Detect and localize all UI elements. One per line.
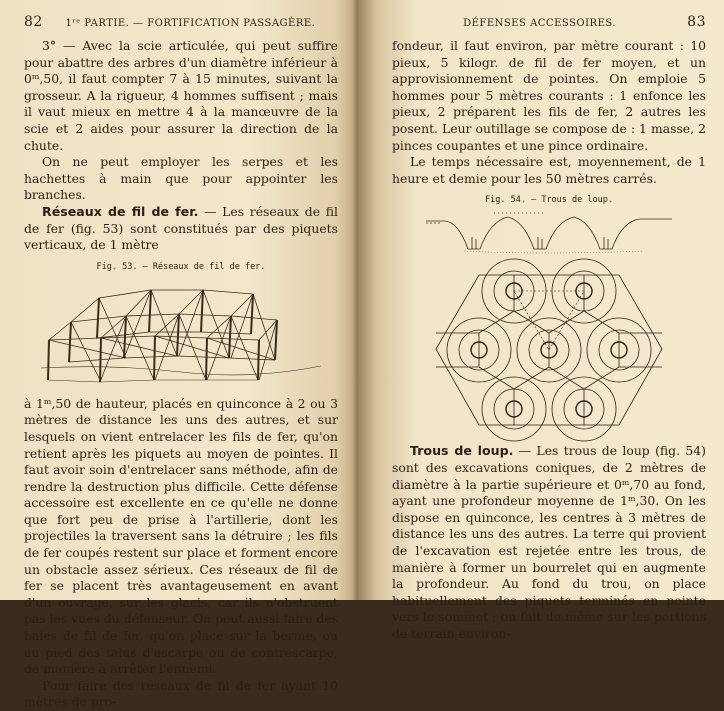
figure-53-caption: Fig. 53. — Réseaux de fil de fer. [96, 261, 266, 272]
right-page [358, 0, 724, 641]
figure-53-wire-network-illustration [31, 276, 331, 396]
paragraph-continuation: fondeur, il faut environ, par mètre courant : 10 pieux, 5 kilogr. de fil de fer moyen, et un approvisionnement de pointes. On emploie 5 hommes pour 5 mètres courants : 1 enfonce les pieux, 2 préparent les fils de fer, 2 autres les posent. Leur outillage se compose de : 1 masse, 2 pinces coupantes et une pince ordinaire. [392, 38, 706, 153]
paragraph-wire-main: à 1ᵐ,50 de hauteur, placés en quinconce à 2 ou 3 mètres de distance les uns des autres, et sur lesquels on vient entrelacer les fils de fer, qu'on retient après les piquets au moyen de pointes. Il faut avoir soin d'entrelacer sans méthode, afin de rendre la destruction plus difficile. Cette défense accessoire est excellente en ce qu'elle ne donne que fort peu de prise à l'artillerie, dont les projectiles la traversent sans la détruire ; les fils de fer coupés restent sur place et forment encore un obstacle assez sérieux. Ces réseaux de fil de fer se placent très avantageusement en avant d'un ouvrage, sur les glacis, car ils n'obstruent pas les vues du défenseur. On peut aussi faire des haies de fil de fer, qu'on place sur la berme, ou au pied des talus d'escarpe ou de contrescarpe, de manière à arrêter l'ennemi. [24, 395, 338, 677]
left-page [0, 0, 358, 710]
paragraph-saw: 3° — Avec la scie articulée, qui peut suffire pour abattre des arbres d'un diamètre inférieur à 0ᵐ,50, il faut compter 7 à 15 minutes, suivant la grosseur. A la rigueur, 4 hommes suffisent ; mais il vaut mieux en mettre 4 à la manœuvre de la scie et 2 aides pour assurer la direction de la chute. [24, 38, 338, 153]
section-wolf-pits [392, 443, 706, 642]
figure-54-section-view [424, 209, 674, 255]
figure-54-plan-view [434, 255, 664, 443]
section-intro-wire: — Les réseaux de fil de fer (fig. 53) sont constitués par des piquets verticaux, de 1 mètre [24, 203, 338, 253]
paragraph-time: Le temps nécessaire est, moyennement, de 1 heure et demie pour les 50 mètres carrés. [392, 154, 706, 186]
paragraph-branches: On ne peut employer les serpes et les hachettes à main que pour appointer les branches. [24, 154, 338, 203]
left-page-header [24, 14, 338, 30]
right-running-title: DÉFENSES ACCESSOIRES. [463, 18, 617, 29]
right-page-header [392, 14, 706, 30]
section-heading-wolf-pits: Trous de loup. [410, 443, 514, 459]
section-text-wolf-pits: — Les trous de loup (fig. 54) sont des excavations coniques, de 2 mètres de diamètre à la partie supérieure et 0ᵐ,70 au fond, ayant une profondeur moyenne de 1ᵐ,30. On les dispose en quinconce, les centres à 3 mètres de distance les uns des autres. La terre qui provient de l'excavation est rejetée entre les trous, de manière à former un bourrelet qui en augmente la profondeur. Au fond du trou, on place habituellement des piquets terminés en pointe vers le sommet ; on fait de même sur les portions de terrain environ- [392, 443, 706, 641]
right-page-number: 83 [687, 14, 706, 30]
section-wire-networks [24, 204, 338, 254]
left-page-number: 82 [24, 14, 43, 30]
section-heading-wire: Réseaux de fil de fer. [42, 203, 199, 219]
left-running-title: 1ʳᵉ PARTIE. — FORTIFICATION PASSAGÈRE. [65, 18, 316, 29]
paragraph-wire-last: Pour faire des réseaux de fil de fer ayant 10 mètres de pro- [24, 677, 338, 710]
figure-54-caption: Fig. 54. — Trous de loup. [485, 195, 613, 206]
